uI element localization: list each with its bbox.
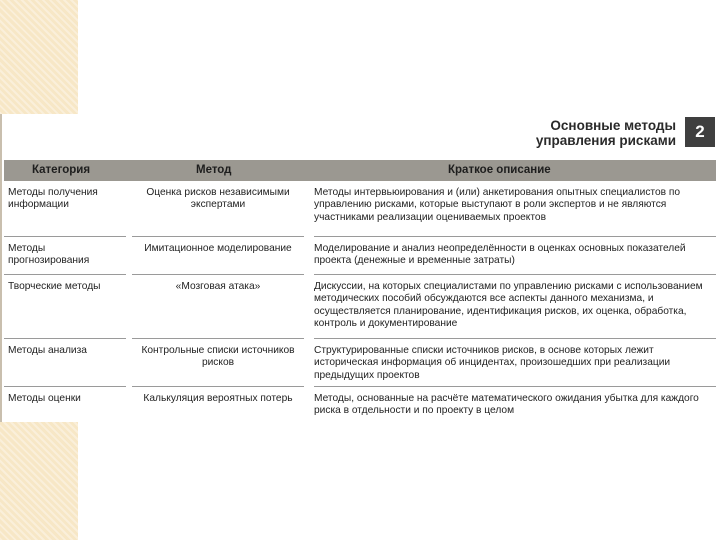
table-row — [4, 387, 716, 421]
row-category: Методы оценки — [8, 393, 81, 404]
row-method: Имитационное моделирование — [144, 243, 292, 254]
row-method: «Мозговая атака» — [175, 281, 261, 292]
table-heading — [480, 118, 676, 148]
heading-line-1: Основные методы — [550, 118, 676, 133]
table-row — [4, 181, 716, 237]
row-description: Структурированные списки источников рисков, в основе которых лежит историческая информация об инцидентах, произошедших при реализации предыдущих проектов — [314, 345, 671, 381]
row-description: Методы интервьюирования и (или) анкетирования опытных специалистов по управлению рисками, которые выступают в роли экспертов и не являются участниками реализации оцениваемых проектов — [314, 187, 681, 223]
row-description: Методы, основанные на расчёте математического ожидания убытка для каждого риска в отдельности и по проекту в целом — [314, 393, 699, 417]
row-description: Дискуссии, на которых специалистами по управлению рисками с использованием методических пособий обсуждаются все аспекты данного механизма, и осуществляется планирование, идентификация рисков, их оценка, обработка, контроль и документирование — [314, 281, 703, 330]
row-category: Методы получения информации — [8, 187, 98, 211]
decorative-strip-top — [0, 0, 78, 114]
decorative-vertical-line — [0, 114, 2, 422]
decorative-strip-bottom — [0, 422, 78, 540]
row-method: Контрольные списки источников рисков — [141, 345, 295, 369]
row-description: Моделирование и анализ неопределённости в оценках основных показателей проекта (денежные и временные затраты) — [314, 243, 686, 267]
row-category: Методы анализа — [8, 345, 87, 356]
header-description: Краткое описание — [448, 164, 551, 176]
row-category: Методы прогнозирования — [8, 243, 90, 267]
heading-line-2: управления рисками — [535, 133, 676, 148]
table-row — [4, 339, 716, 387]
row-category: Творческие методы — [8, 281, 101, 292]
table-number-badge: 2 — [685, 117, 715, 147]
row-method: Оценка рисков независимыми экспертами — [146, 187, 290, 211]
risk-methods-table — [4, 160, 716, 421]
table-row — [4, 275, 716, 339]
table-header-row — [4, 160, 716, 181]
table-row — [4, 237, 716, 275]
header-category: Категория — [32, 164, 91, 176]
header-method: Метод — [196, 164, 232, 176]
row-method: Калькуляция вероятных потерь — [143, 393, 293, 404]
